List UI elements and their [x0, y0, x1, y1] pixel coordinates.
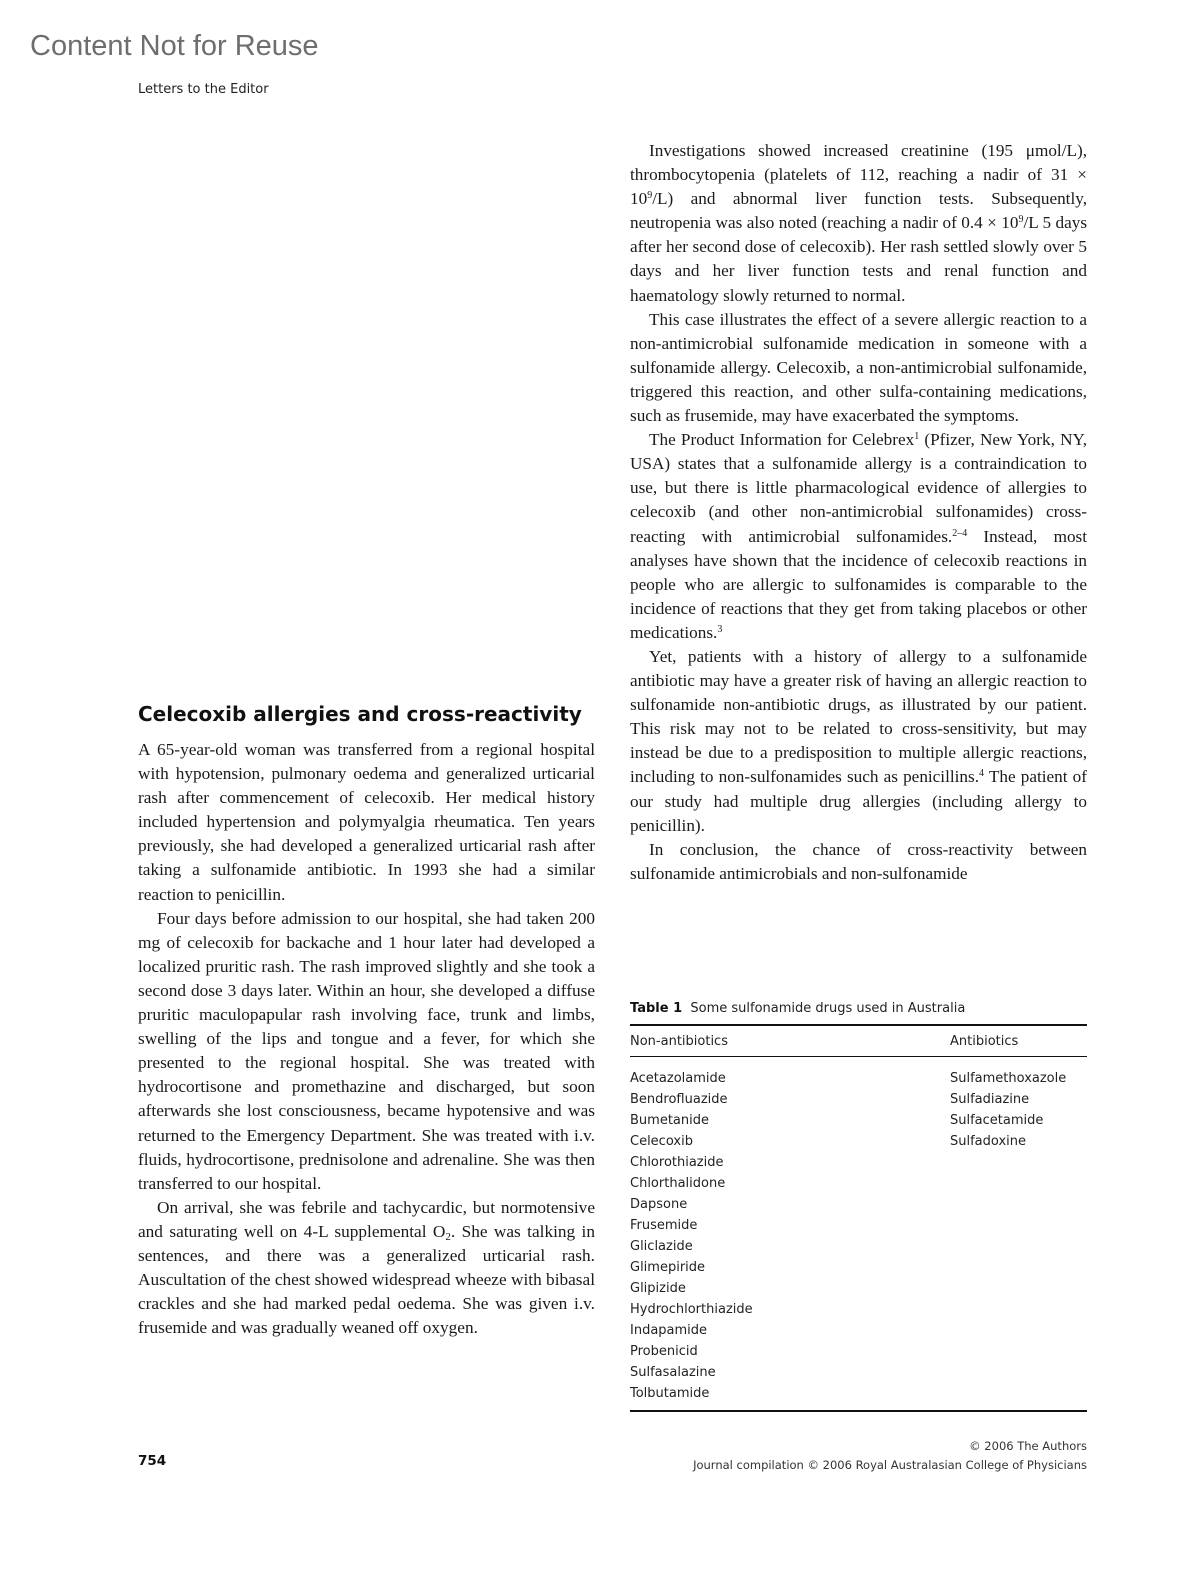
table-cell: Acetazolamide [630, 1071, 726, 1086]
table-cell: Probenicid [630, 1344, 698, 1359]
table-cell: Chlorthalidone [630, 1176, 726, 1191]
table-cell: Sulfadoxine [950, 1134, 1026, 1149]
citation-marker: 3 [717, 623, 723, 635]
table-cell: Bumetanide [630, 1113, 709, 1128]
table-cell: Indapamide [630, 1323, 708, 1338]
paragraph-1: A 65-year-old woman was transferred from a regional hospital with hypotension, pulmonary oedema and generalized urticarial rash after commencement of celecoxib. Her medical history included hypertension and polymyalgia rheumatica. Ten years previously, she had developed a generalized urticarial rash after taking a sulfonamide antibiotic. In 1993 she had a similar reaction to penicillin. [138, 740, 595, 904]
table-cell: Sulfacetamide [950, 1113, 1044, 1128]
table-cell: Sulfamethoxazole [950, 1071, 1067, 1086]
article-title: Celecoxib allergies and cross-reactivity [138, 702, 582, 726]
right-column [630, 139, 1087, 886]
antibiotics-column [950, 1068, 1087, 1404]
paragraph-4: Investigations showed increased creatinine (195 μmol/L), thrombocytopenia (platelets of 112, reaching a nadir of $31 \times 10^9/L$) and abnormal liver function tests. Subsequently, neutropenia was also noted (reaching a nadir of $0.4 \times 10^9/L$ 5 days after her second dose of celecoxib). Her rash settled slowly over 5 days and her liver function tests and renal function and haematology slowly returned to normal. [630, 141, 1088, 305]
table-cell: Chlorothiazide [630, 1155, 724, 1170]
table-caption [630, 999, 1087, 1019]
citation-marker: 2–4 [952, 527, 968, 539]
footer-credits [693, 1437, 1087, 1475]
copyright-line: © 2006 The Authors [969, 1439, 1087, 1453]
table-cell: Sulfasalazine [630, 1365, 716, 1380]
table-header-row [630, 1026, 1087, 1056]
citation-marker: 4 [979, 768, 984, 780]
table-cell: Hydrochlorthiazide [630, 1302, 753, 1317]
table-1 [630, 999, 1087, 1412]
table-cell: Glimepiride [630, 1260, 706, 1275]
table-cell: Glipizide [630, 1281, 686, 1296]
column-header-antibiotics: Antibiotics [950, 1033, 1019, 1049]
paragraph-2: Four days before admission to our hospital, she had taken 200 mg of celecoxib for backache and 1 hour later had developed a localized pruritic rash. The rash improved slightly and she took a second dose 3 days later. Within an hour, she developed a diffuse pruritic maculopapular rash involving face, trunk and limbs, swelling of the lips and tongue and a fever, for which she presented to the regional hospital. She was treated with hydrocortisone and promethazine and discharged, but soon afterwards she lost consciousness, became hypotensive and was returned to the Emergency Department. She was treated with i.v. fluids, hydrocortisone, prednisolone and adrenaline. She was then transferred to our hospital. [138, 908, 595, 1193]
column-header-non-antibiotics: Non-antibiotics [630, 1033, 728, 1049]
citation-marker: 1 [914, 431, 920, 443]
superscript: 9 [647, 190, 653, 202]
non-antibiotics-column [630, 1068, 950, 1404]
table-cell: Celecoxib [630, 1134, 693, 1149]
running-head: Letters to the Editor [138, 82, 269, 97]
table-caption-text: Some sulfonamide drugs used in Australia [690, 1001, 966, 1016]
superscript: 9 [1018, 214, 1024, 226]
subscript: 2 [445, 1230, 451, 1243]
table-cell: Gliclazide [630, 1239, 693, 1254]
table-cell: Bendrofluazide [630, 1092, 728, 1107]
paragraph-3: On arrival, she was febrile and tachycardic, but normotensive and saturating well on 4-L supplemental $O_2$. She was talking in sentences, and there was a generalized urticarial rash. Auscultation of the chest showed widespread wheeze with bibasal crackles and she had marked pedal oedema. She was given i.v. frusemide and was gradually weaned off oxygen. [138, 1197, 595, 1338]
table-cell: Frusemide [630, 1218, 698, 1233]
left-column [138, 700, 595, 1340]
table-cell: Tolbutamide [630, 1386, 710, 1401]
paragraph-7: Yet, patients with a history of allergy to a sulfonamide antibiotic may have a greater risk of having an allergic reaction to sulfonamide non-antibiotic drugs, as illustrated by our patient. This risk may not to be related to cross-sensitivity, but may instead be due to a predisposition to multiple allergic reactions, including to non-sulfonamides such as penicillins.$^4$ The patient of our study had multiple drug allergies (including allergy to penicillin). [630, 646, 1087, 835]
paragraph-5: This case illustrates the effect of a severe allergic reaction to a non-antimicrobial sulfonamide medication in someone with a sulfonamide allergy. Celecoxib, a non-antimicrobial sulfonamide, triggered this reaction, and other sulfa-containing medications, such as frusemide, may have exacerbated the symptoms. [630, 309, 1087, 426]
table-bottom-rule [630, 1410, 1087, 1412]
table-cell: Sulfadiazine [950, 1092, 1030, 1107]
paragraph-8: In conclusion, the chance of cross-reactivity between sulfonamide antimicrobials and non-sulfonamide [630, 839, 1087, 883]
table-body [630, 1057, 1087, 1410]
table-label: Table 1 [630, 1001, 683, 1016]
watermark: Content Not for Reuse [30, 30, 319, 62]
table-cell: Dapsone [630, 1197, 688, 1212]
journal-line: Journal compilation © 2006 Royal Australasian College of Physicians [693, 1458, 1087, 1472]
page-number: 754 [138, 1453, 167, 1469]
paragraph-6: The Product Information for Celebrex$^1$ (Pfizer, New York, NY, USA) states that a sulfonamide allergy is a contraindication to use, but there is little pharmacological evidence of allergies to celecoxib (and other non-antimicrobial sulfonamides) cross-reacting with antimicrobial sulfonamides.$^{2-4}$ Instead, most analyses have shown that the incidence of celecoxib reactions in people who are allergic to sulfonamides is comparable to the incidence of reactions that they get from taking placebos or other medications.$^3$ [630, 430, 1087, 642]
